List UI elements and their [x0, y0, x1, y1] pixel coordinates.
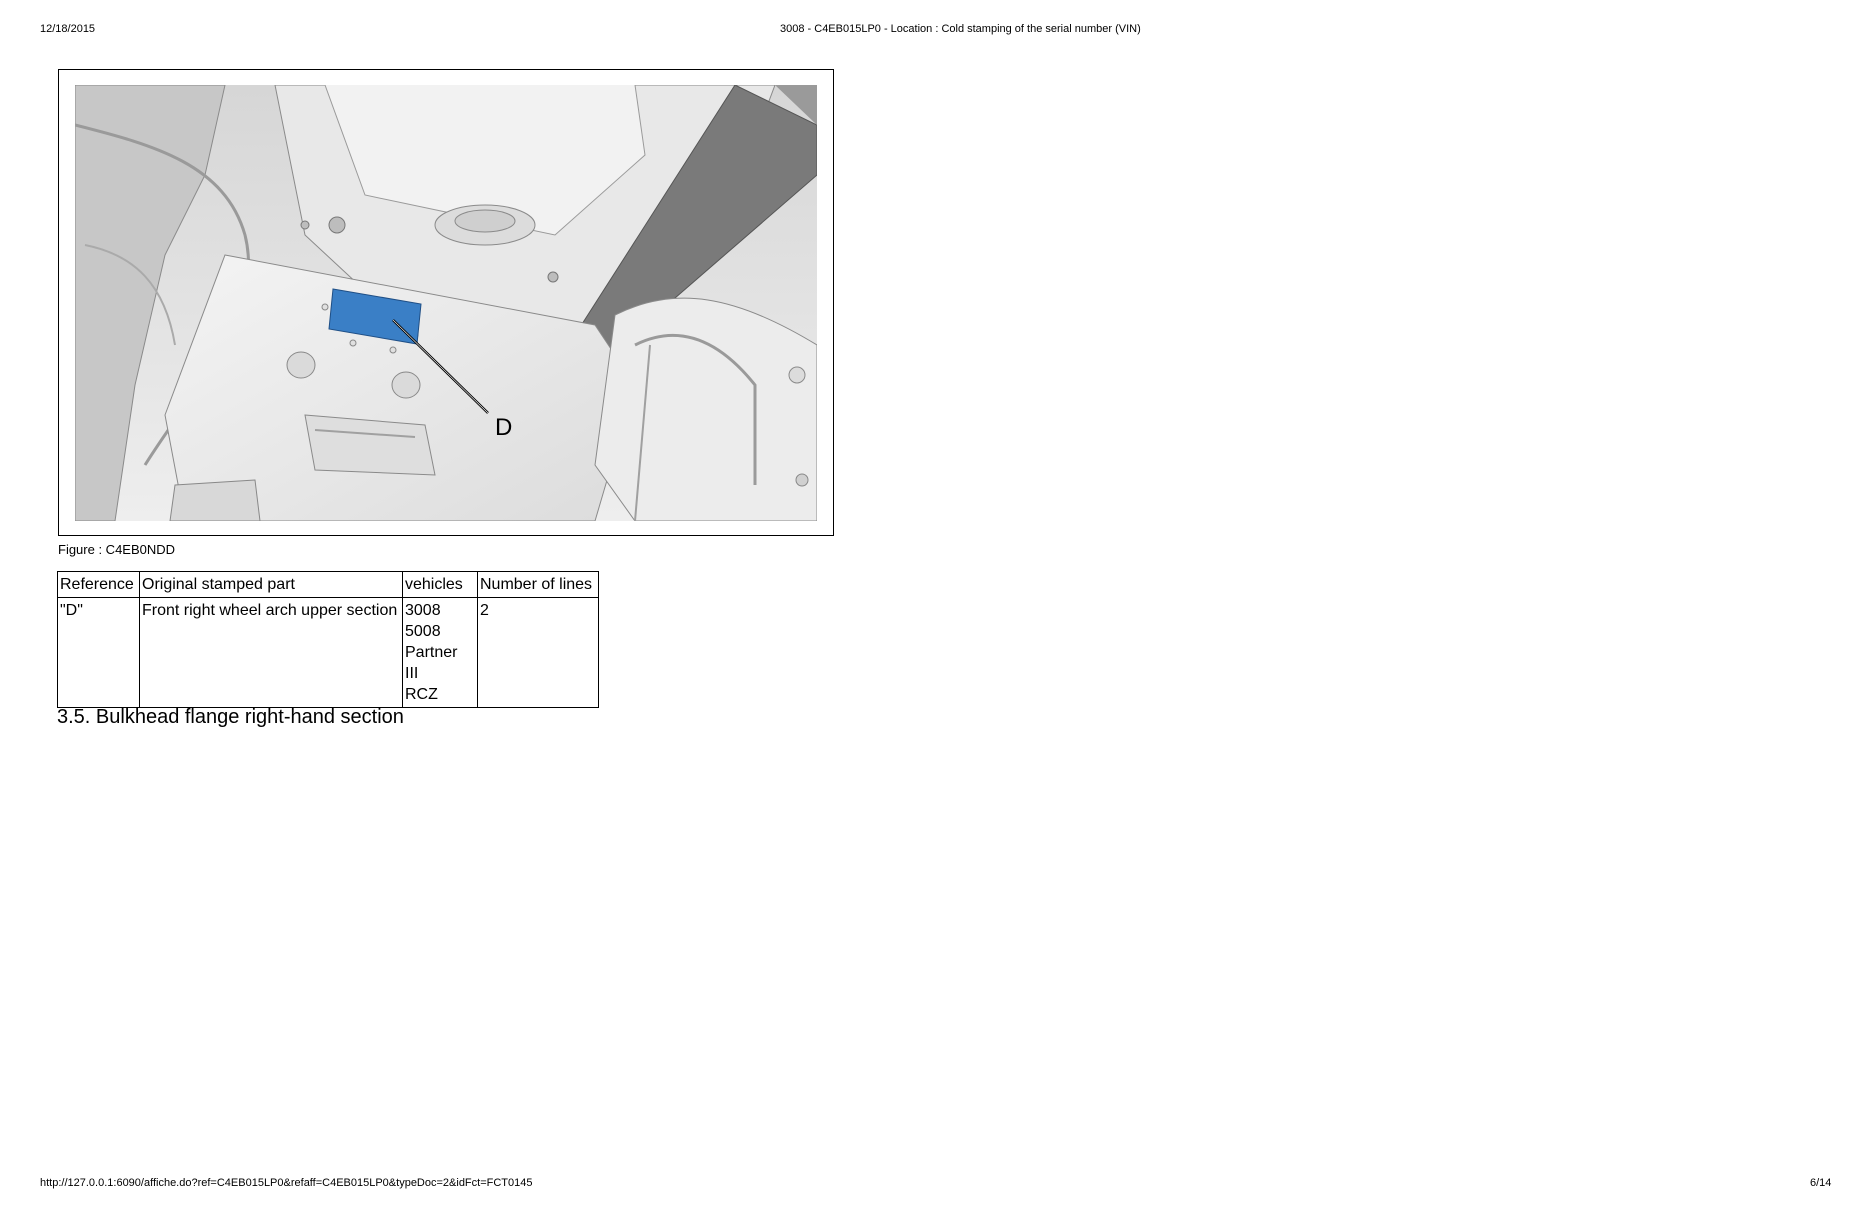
stamping-location-table [57, 571, 599, 708]
cell-stamped-part: Front right wheel arch upper section [140, 598, 403, 708]
cell-reference: "D" [58, 598, 140, 708]
footer-url: http://127.0.0.1:6090/affiche.do?ref=C4EB015LP0&refaff=C4EB015LP0&typeDoc=2&idFct=FCT0145 [40, 1177, 533, 1189]
figure-caption: Figure : C4EB0NDD [58, 542, 176, 557]
callout-label-d: D [495, 414, 513, 441]
cell-vehicles [403, 598, 478, 708]
cell-number-of-lines: 2 [478, 598, 599, 708]
vehicle-item: 3008 [405, 602, 441, 619]
vehicle-item: RCZ [405, 686, 438, 703]
table-row [58, 598, 599, 708]
col-header-number-of-lines: Number of lines [478, 572, 599, 598]
header-date: 12/18/2015 [40, 23, 96, 35]
vehicle-item: 5008 [405, 623, 441, 640]
col-header-stamped-part: Original stamped part [140, 572, 403, 598]
vehicle-body-illustration [75, 85, 817, 521]
section-heading: 3.5. Bulkhead flange right-hand section [57, 706, 404, 728]
table-header-row [58, 572, 599, 598]
footer-page-number: 6/14 [1810, 1177, 1832, 1189]
header-title: 3008 - C4EB015LP0 - Location : Cold stamping of the serial number (VIN) [780, 23, 1141, 35]
figure-frame [58, 69, 834, 536]
col-header-reference: Reference [58, 572, 140, 598]
col-header-vehicles: vehicles [403, 572, 478, 598]
vehicle-item: Partner III [405, 644, 458, 682]
